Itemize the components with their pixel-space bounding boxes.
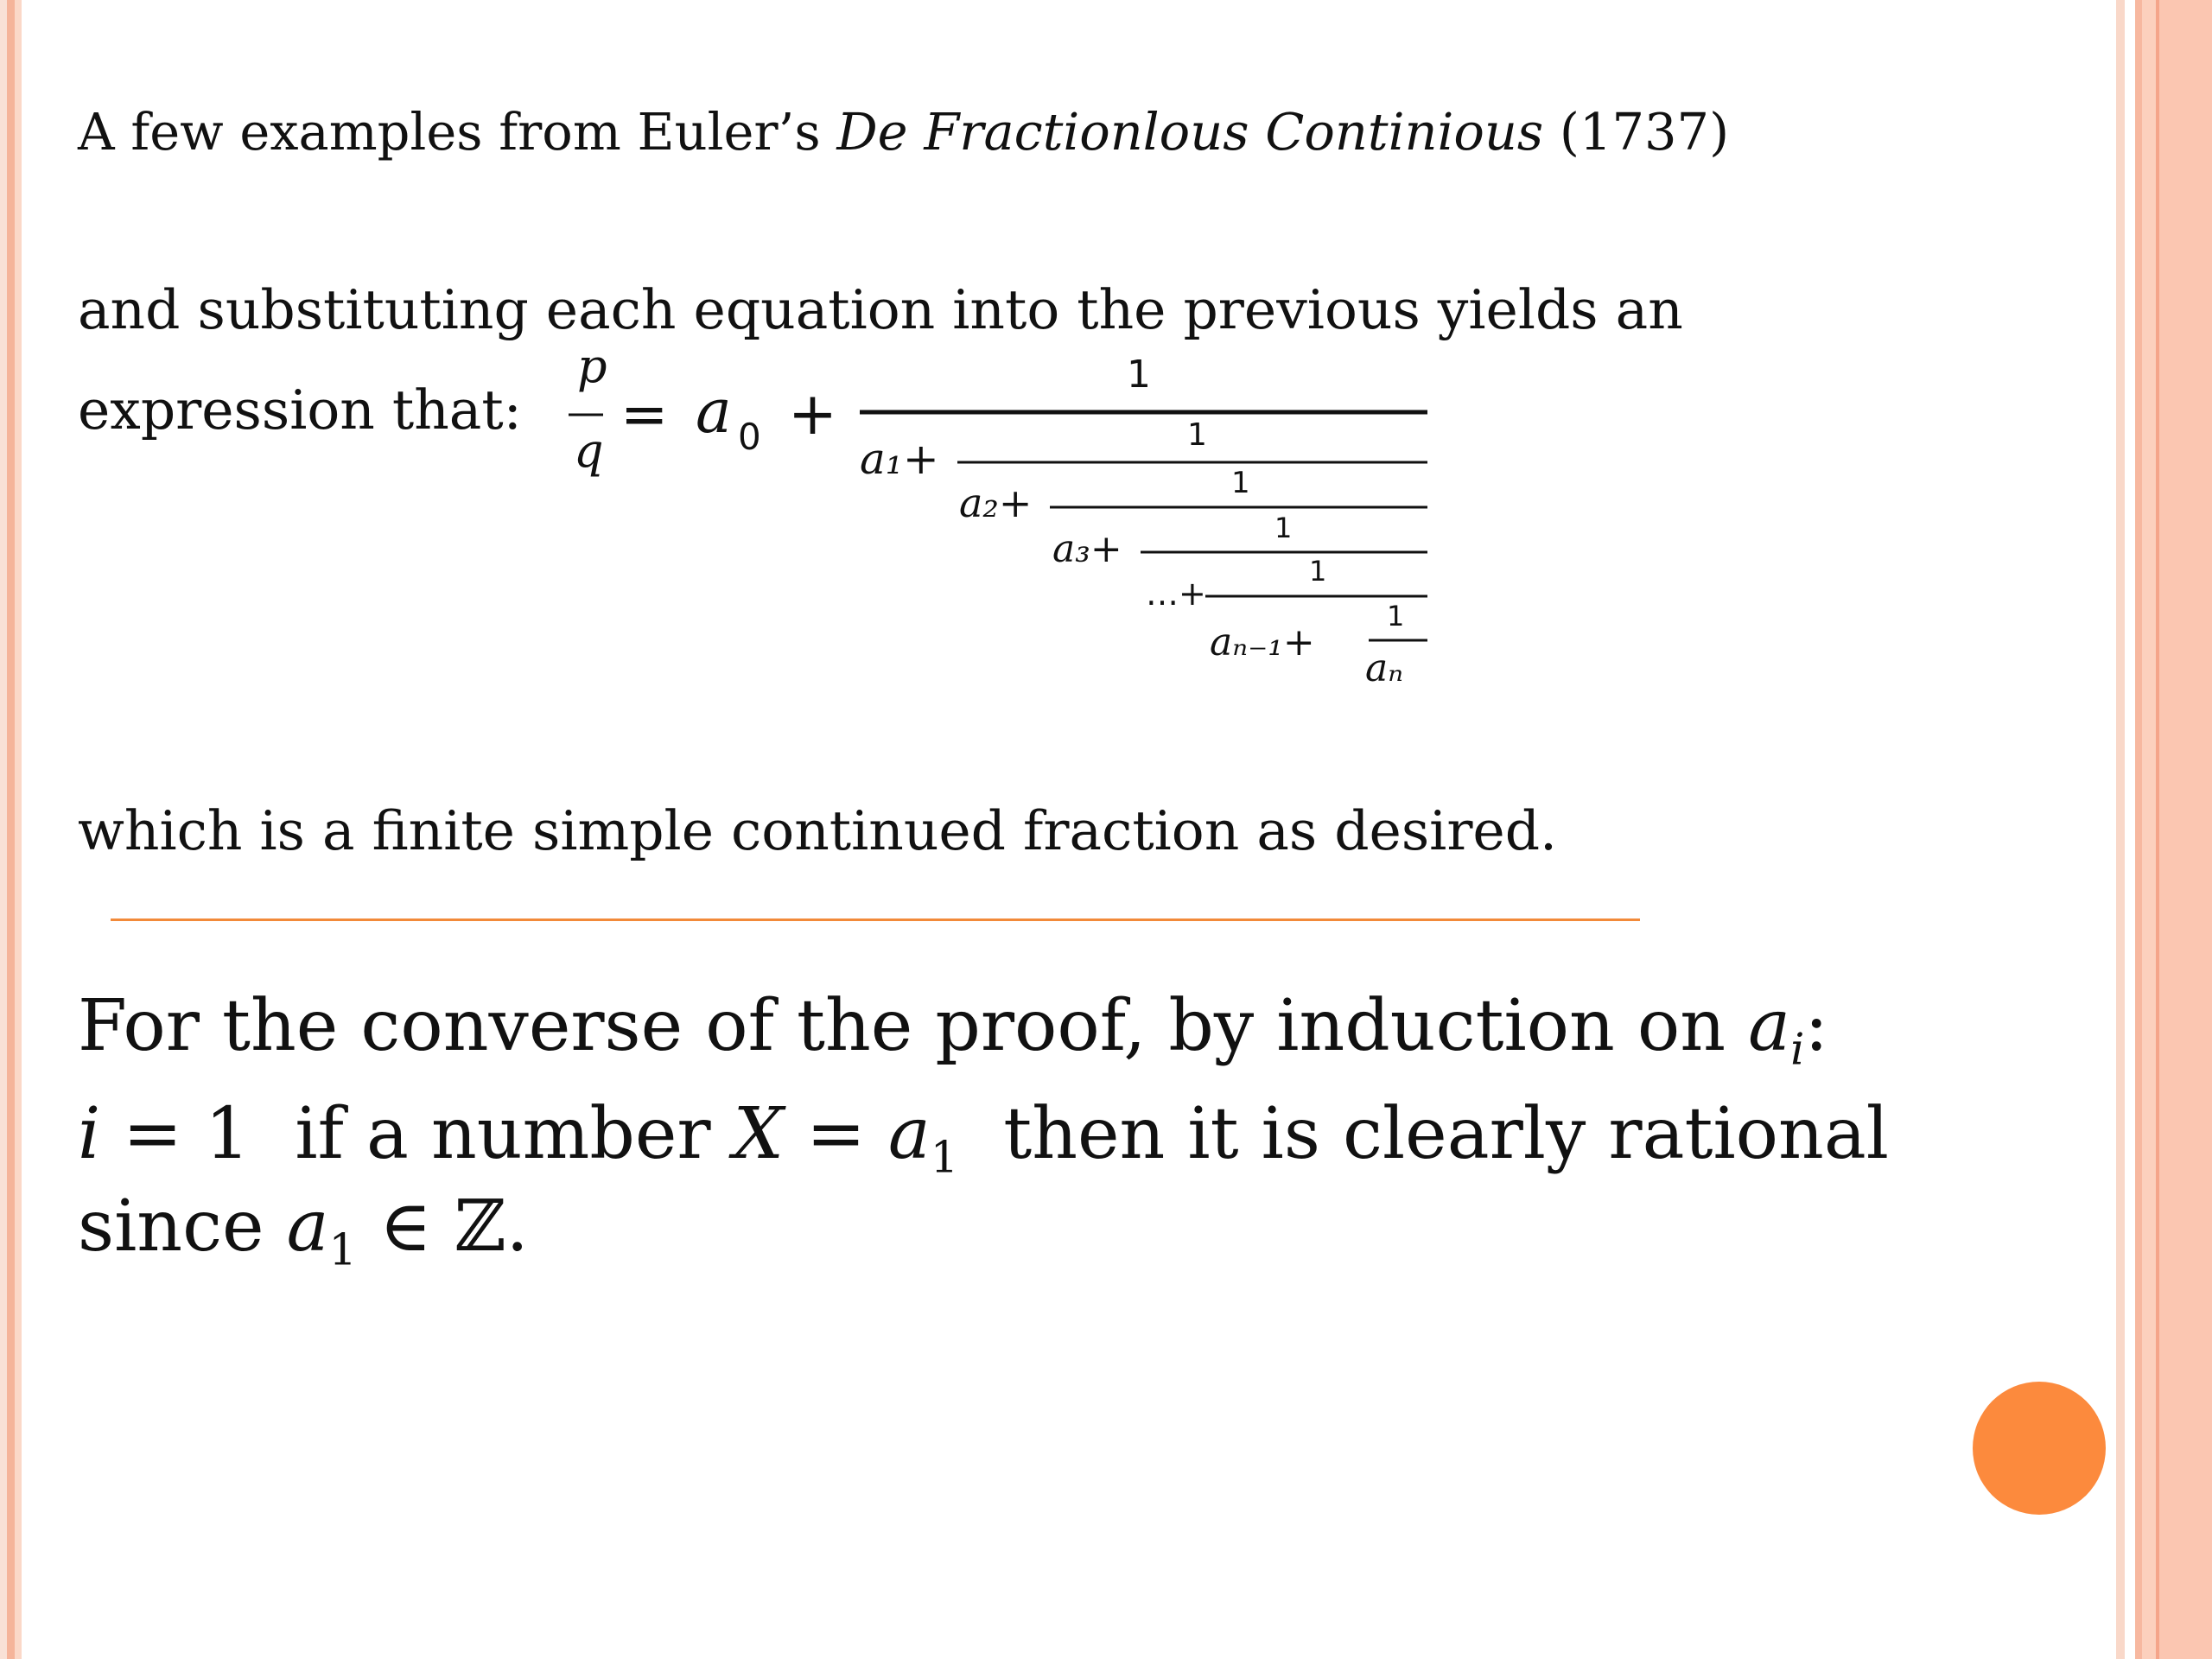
formula-p: p [577,346,607,393]
var-a1-sub: 1 [930,1131,959,1183]
var-X: X [733,1093,785,1175]
intro-prefix: A few examples from Euler’s [78,102,837,162]
paragraph-expression: expression that: [78,378,522,442]
formula-a0: a [696,376,732,447]
formula-level-1: a₁+ [860,434,939,484]
section-divider [111,918,1640,921]
book-title: De Fractionlous Continious [836,102,1544,162]
converse-line-1-text: For the converse of the proof, by induction on [78,985,1749,1067]
intro-line [78,102,1729,162]
formula-num-4: 1 [1274,512,1293,544]
formula-equals: = [620,381,669,448]
formula-last-den: aₙ [1365,646,1404,690]
formula-level-3: a₃+ [1052,527,1122,571]
var-a: a [1748,985,1791,1067]
formula-a0-sub: 0 [738,416,761,458]
var-a1-line3-sub: 1 [328,1224,357,1275]
formula-num-1: 1 [1127,353,1151,397]
continued-fraction-formula [553,346,1434,709]
converse-line-3-text: since [78,1185,287,1268]
converse-line-3-end: ∈ ℤ. [356,1185,529,1268]
formula-num-3: 1 [1231,466,1250,500]
left-border-decoration [0,0,27,1659]
paragraph-substitution: and substituting each equation into the previous yields an [78,278,1683,341]
formula-plus: + [788,380,837,448]
formula-q: q [574,423,604,478]
decorative-orange-circle [1973,1382,2106,1515]
paragraph-conclusion: which is a finite simple continued fraction as desired. [78,799,1558,862]
formula-level-4: …+ [1146,575,1206,613]
var-a1: a [887,1093,931,1175]
intro-suffix: (1737) [1543,102,1730,162]
converse-line-1 [78,985,1828,1074]
formula-num-5: 1 [1309,555,1327,588]
var-a-sub-i: i [1790,1023,1805,1075]
right-border-decoration [2116,0,2212,1659]
var-i: i [78,1093,101,1175]
formula-level-5: aₙ₋₁+ [1210,620,1315,664]
converse-line-2 [78,1093,1889,1182]
converse-line-2-eq: = 1 if a number [100,1093,734,1175]
formula-num-6: 1 [1387,600,1405,632]
formula-num-2: 1 [1187,417,1207,453]
converse-line-1-end: : [1804,985,1828,1067]
converse-line-2-eq2: = [784,1093,888,1175]
converse-line-2-end: then it is clearly rational [958,1093,1889,1175]
formula-level-2: a₂+ [959,480,1033,526]
converse-line-3 [78,1185,529,1274]
var-a1-line3: a [286,1185,329,1268]
